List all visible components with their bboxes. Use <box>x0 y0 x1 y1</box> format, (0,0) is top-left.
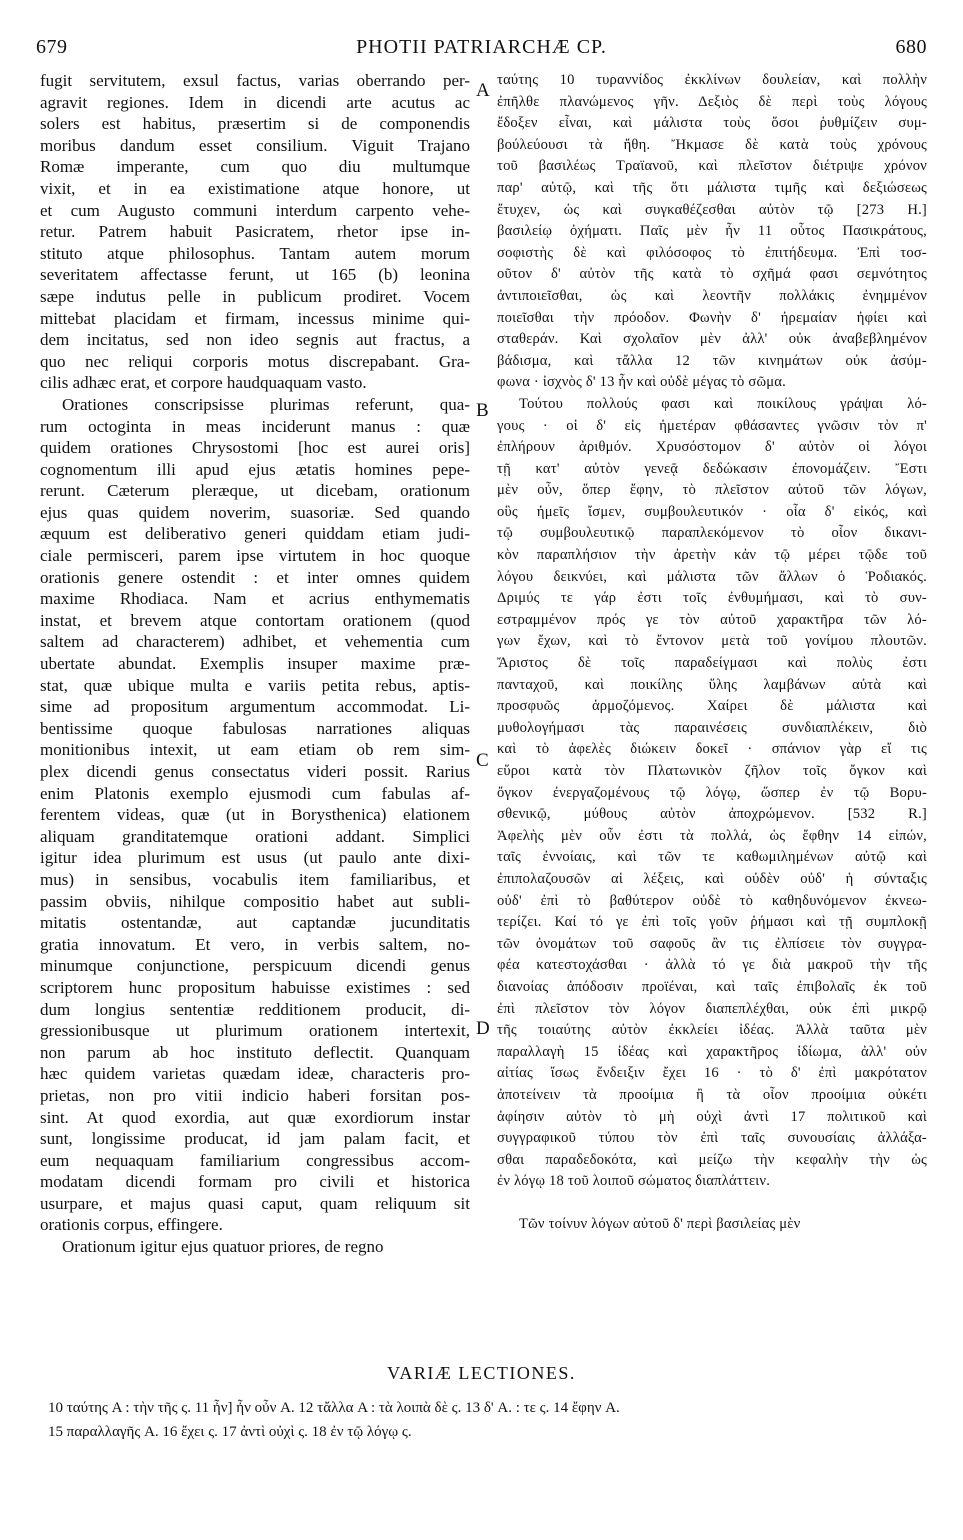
text-line: εστραμμένον πρός γε τὸν αὐτοῦ χαρακτῆρα τῶν λό- <box>497 611 927 628</box>
text-line: cilis adhæc erat, et corpore haudquaquam vasto. <box>40 373 367 393</box>
text-line <box>497 1193 927 1215</box>
text-line: κὸν παραπλήσιον τὴν ἀρετὴν κἀν τῷ μέρει τῷδε τοῦ <box>497 547 927 564</box>
text-line: prietas, non pro vitii indicio haberi forsitan pos- <box>40 1085 470 1105</box>
text-line: σοφιστὴς δὲ καὶ φιλόσοφος τὸ ἐπιτήδευμα. Ἐπὶ τοσ- <box>497 244 927 261</box>
text-line: minumque conjunctione, perspicuum dicendi genus <box>40 956 470 976</box>
text-line: ἀντιποιεῖσθαι, ὡς καὶ λεοντῆν πολλάκις ἐνημμένον <box>497 287 927 304</box>
text-line: mus) in sensibus, vocabulis item familiaribus, et <box>40 869 470 889</box>
text-line: Δριμύς τε γάρ ἐστι τοῖς ἐνθυμήμασι, καὶ τὸ συν- <box>497 590 927 607</box>
text-line: dum longius sententiæ redditionem producit, di- <box>40 999 470 1019</box>
text-line: ciale permisceri, parem ipse virtutem in hoc quoque <box>40 546 470 566</box>
text-line: sæpe indutus pelle in publicum prodiret. Vocem <box>40 286 470 306</box>
text-line: Romæ imperante, cum quo diu multumque <box>40 157 470 177</box>
text-line: modatam dicendi formam pro civili et historica <box>40 1172 470 1192</box>
text-line: Ἀφελὴς μὲν οὖν ἐστι τὰ πολλά, ὡς ἔφθην 14 εἰπών, <box>497 827 927 844</box>
text-line: severitatem affectasse ferunt, ut 165 (b) leonina <box>40 265 470 285</box>
text-line: solers est habitus, præsertim si de componendis <box>40 114 470 134</box>
text-line: stat, quæ ubique multa e variis petita rebus, aptis- <box>40 675 470 695</box>
text-line: monitionibus intexit, ut eam etiam ob rem sim- <box>40 740 470 760</box>
text-line: orationis genere ostendit : et inter omnes quidem <box>40 567 470 587</box>
text-line: ferentem videas, quæ (ut in Borysthenica) elationem <box>40 805 470 825</box>
greek-column <box>497 70 927 1236</box>
text-line: οὐδ' ἐπὶ τὸ βαθύτερον οὐδὲ τὸ καθηδυνόμενον ἐκνεω- <box>497 892 927 909</box>
text-line: φωνα · ἰσχνὸς δ' 13 ἦν καὶ οὐδὲ μέγας τὸ σῶμα. <box>497 374 786 391</box>
text-line: sunt, longissime producat, id jam palam facit, et <box>40 1129 470 1149</box>
text-line: διανοίας ἀπόδοσιν προϊέναι, καὶ ταῖς ἐπιβολαῖς ἐκ τοῦ <box>497 978 927 995</box>
text-line: βούλεύουσι τὰ ἤθη. Ἤκμασε δὲ κατὰ τοὺς χρόνους <box>497 136 927 153</box>
text-line: τῆς τοιαύτης αὐτὸν ἐκκλείει ἰδέας. Ἀλλὰ ταῦτα μὲν <box>497 1022 927 1039</box>
text-line: aliquam granditatemque orationi addant. Simplici <box>40 826 470 846</box>
text-line: τερίζει. Καί τό γε ἐπὶ τοῖς γοῦν ῥήμασι καὶ τῇ συμπλοκῇ <box>497 914 927 931</box>
text-line: ἀποτείνειν τὰ προοίμια ἢ τὰ οἷον προοίμια οὐκέτι <box>497 1086 927 1103</box>
text-line: gratia innovatum. Et vero, in verbis saltem, no- <box>40 934 470 954</box>
page-header <box>36 36 927 64</box>
text-line: ἐπιπολαζουσῶν αἱ λέξεις, καὶ οὐδὲν οὐδ' ἡ σύνταξις <box>497 870 927 887</box>
text-line: προσφυῶς ἁρμοζόμενος. Χαίρει δὲ μάλιστα καὶ <box>497 698 927 715</box>
text-line: mittebat placidam et firmam, incessus minime qui- <box>40 308 470 328</box>
text-line: παρ' αὐτῷ, καὶ τῆς ὅτι μάλιστα τιμῆς καὶ δεξιώσεως <box>497 179 927 196</box>
text-line: fugit servitutem, exsul factus, varias oberrando per- <box>40 71 470 90</box>
text-line: usurpare, et majus quasi caput, quam reliquum sit <box>40 1193 470 1213</box>
text-line: sint. At quod exordia, aut quæ exordiorum instar <box>40 1107 470 1127</box>
text-line: τῷ συμβουλευτικῷ παραπλεκόμενον τὸ οἷον δικανι- <box>497 525 927 542</box>
text-line: orationis corpus, effingere. <box>40 1215 223 1235</box>
text-line: dem incitatus, sed non ideo segnis aut fractus, a <box>40 330 470 350</box>
text-line: βασιλείῳ ὀχήματι. Παῖς μὲν ἦν 11 οὗτος Πασικράτους, <box>497 223 927 240</box>
text-line: ταῖς ἐννοίαις, καὶ τῶν τε καθωμιλημένων αὐτῷ καὶ <box>497 849 927 866</box>
page-number-left: 679 <box>36 36 68 58</box>
text-line: παραλλαγὴ 15 ἰδέας καὶ χαρακτῆρος ἰδίωμα, ἀλλ' οὐν <box>497 1043 927 1060</box>
text-line: σταθεράν. Καὶ σχολαῖον μὲν ἀλλ' οὐκ ἀναβεβλημένον <box>497 331 927 348</box>
text-line: Τῶν τοίνυν λόγων αὐτοῦ δ' περὶ βασιλείας μὲν <box>519 1216 801 1233</box>
text-line: enim Platonis exemplo ejusmodi cum fabulas af- <box>40 783 470 803</box>
text-line: ἔδοξεν εἶναι, καὶ μάλιστα τοὺς ὅσοι ῥυθμίζειν συμ- <box>497 115 927 132</box>
text-line: ἐπῆλθε πλανώμενος γῆν. Δεξιὸς δὲ περὶ τοὺς λόγους <box>497 93 927 110</box>
text-line: οὓς ἡμεῖς ἴσμεν, συμβουλευτικόν · οἷα δ' εἰκός, καὶ <box>497 503 927 520</box>
text-line: σθενικῷ, μύθους αὐτὸν ἀποχρώμενον. [532 R.] <box>497 806 927 823</box>
text-line: ποιεῖσθαι τὴν πρόοδον. Φωνὴν δ' ἠρεμαίαν ἠφίει καὶ <box>497 309 927 326</box>
text-line: συγγραφικοῦ τύπου τὸν ἐπὶ ταῖς συνουσίαις ἀλλάξα- <box>497 1130 927 1147</box>
text-line: retur. Patrem habuit Pasicratem, rhetor ipse in- <box>40 222 470 242</box>
text-line: et cum Augusto communi interdum carpento vehe- <box>40 200 470 220</box>
text-line: eum nequaquam familiarium congressibus accom- <box>40 1150 470 1170</box>
text-line: vixit, et in ea existimatione atque honore, ut <box>40 178 470 198</box>
text-line: igitur idea plurimum est usus (ut paulo ante dixi- <box>40 848 470 868</box>
text-line: sime ad propositum argumentum accommodat. Li- <box>40 697 470 717</box>
text-line: τῇ κατ' αὐτὸν γενεᾷ δεδώκασιν ἐπονομάζειν. Ἔστι <box>497 460 927 477</box>
text-line: τῶν ὀνομάτων τοῦ σαφοῦς ἂν τις ἐλπίσειε τὸν συγγρα- <box>497 935 927 952</box>
text-line: rum octoginta in meas inciderunt manus : quæ <box>40 416 470 436</box>
text-line: hæc quidem varietas quædam ideæ, characteris pro- <box>40 1064 470 1084</box>
text-line: καὶ τὸ ἀφελὲς διώκειν δοκεῖ · σπάνιον γὰρ εἴ τις <box>497 741 927 758</box>
text-line: bentissime quoque fabulosas narrationes aliquas <box>40 718 470 738</box>
text-line: ἐπὶ πλεῖστον τὸν λόγον διαπεπλέχθαι, οὐκ ἐπὶ μικρῷ <box>497 1000 927 1017</box>
text-line: cognomentum illi apud ejus ætatis homines pepe- <box>40 459 470 479</box>
margin-letter-d: D <box>476 1018 490 1039</box>
text-line: αἰτίας ἴσως ἔνδειξιν ἔχει 16 · τὸ δ' ἐπὶ μακρότατον <box>497 1065 927 1082</box>
text-line: æquum est deliberativo generi quiddam etiam judi- <box>40 524 470 544</box>
text-line: agravit regiones. Idem in dicendi arte acutus ac <box>40 92 470 112</box>
text-line: gressionibusque ut plurimum orationem intertexit, <box>40 1021 470 1041</box>
text-line: πανταχοῦ, καὶ ποικίλης ὕλης λαμβάνων αὐτὰ καὶ <box>497 676 927 693</box>
variae-lectiones-line-1: 10 ταύτης A : τὴν τῆς ς. 11 ἦν] ἦν οὖν A. 12 τἄλλα A : τὰ λοιπὰ δὲ ς. 13 δ' A. : τε ς. 14 ἔφην A. <box>48 1400 620 1416</box>
text-line: μὲν οὖν, ὅπερ ἔφην, τὸ πλεῖστον αὐτοῦ τῶν λόγων, <box>497 482 927 499</box>
latin-column <box>40 70 470 1258</box>
text-line: ὄγκον ἐνεργαζομένους τῷ λόγῳ, ὥσπερ ἐν τῷ Βορυ- <box>497 784 927 801</box>
text-line: λόγου δεικνύει, καὶ μάλιστα τῶν ἄλλων ὁ Ῥοδιακός. <box>497 568 927 585</box>
text-line: Ἄριστος δὲ τοῖς παραδείγμασι καὶ πολὺς ἐστι <box>497 655 927 672</box>
text-line: ἐπλήρουν ἀριθμόν. Χρυσόστομον δ' αὐτὸν οἱ λόγοι <box>497 439 927 456</box>
text-line: ejus quas quidem noverim, suasoriæ. Sed quando <box>40 502 470 522</box>
text-line: scriptorem hunc propositum habuisse existimes : sed <box>40 977 470 997</box>
text-line: τοῦ βασιλέως Τραϊανοῦ, καὶ πλεῖστον διέτριψε χρόνον <box>497 158 927 175</box>
text-line: φέα κατεστοχάσθαι · ἀλλὰ τό γε διὰ μακροῦ τὴν τῆς <box>497 957 927 974</box>
text-line: stituto atque philosophus. Tantam autem morum <box>40 243 470 263</box>
running-title: PHOTII PATRIARCHÆ CP. <box>356 36 607 58</box>
text-line: instat, et brevem atque contortam orationem (quod <box>40 610 470 630</box>
text-line: Orationes conscripsisse plurimas referunt, qua- <box>62 394 470 414</box>
page-number-right: 680 <box>895 36 927 58</box>
text-line: εὕροι κατὰ τὸν Πλατωνικὸν ζῆλον τοῖς ὄγκον καὶ <box>497 763 927 779</box>
text-line: rerunt. Cæterum pleræque, ut dicebam, orationum <box>40 481 470 501</box>
text-line: mitatis ostentandæ, aut captandæ jucunditatis <box>40 913 470 933</box>
text-line: Orationum igitur ejus quatuor priores, de regno <box>62 1237 384 1257</box>
text-line: quidem orationes Chrysostomi [hoc est aurei oris] <box>40 438 470 458</box>
text-line: γων ἔχων, καὶ τὸ ἔντονον μετὰ τοῦ γονίμου πλουτῶν. <box>497 633 927 650</box>
text-line: non parum ab hoc instituto deflectit. Quanquam <box>40 1042 470 1062</box>
text-line: quo nec reliqui corporis motus discrepabant. Gra- <box>40 351 470 371</box>
text-line: maxime Rhodiaca. Nam et acrius enthymematis <box>40 589 470 609</box>
margin-letter-a: A <box>476 80 490 101</box>
margin-letter-c: C <box>476 750 489 771</box>
text-line: ubertate abundat. Exemplis insuper maxime præ- <box>40 654 470 674</box>
text-line: μυθολογήμασι τὰς παραινέσεις συνδιαπλέκειν, διὸ <box>497 719 927 736</box>
text-line: οῦτον δ' αὐτὸν τῆς κατὰ τὸ σχῆμά φασι σεμνότητος <box>497 266 927 283</box>
text-line: moribus dandum esset consilium. Viguit Trajano <box>40 135 470 155</box>
text-line: σθαι παραδεδοκότα, καὶ μείζω τὴν κεφαλὴν τὴν ὡς <box>497 1151 927 1168</box>
text-line: γους · οἱ δ' εἰς ἡμετέραν φθάσαντες γνῶσιν τὸν π' <box>497 417 927 434</box>
text-line: βάδισμα, καὶ τἄλλα 12 τῶν κινημάτων οὐκ ἀσύμ- <box>497 352 927 369</box>
variae-lectiones-line-2: 15 παραλλαγῆς A. 16 ἔχει ς. 17 ἀντὶ οὐχὶ ς. 18 ἐν τῷ λόγῳ ς. <box>48 1424 412 1440</box>
variae-lectiones-title: VARIÆ LECTIONES. <box>387 1363 576 1383</box>
text-line: plex dicendi genus consectatus videri possit. Rarius <box>40 762 470 781</box>
text-line: ἀφίησιν αὐτὸν τὸ μὴ οὐχὶ ἀντὶ 17 πολιτικοῦ καὶ <box>497 1108 927 1125</box>
text-line: Τούτου πολλούς φασι καὶ ποικίλους γράψαι λό- <box>519 395 927 412</box>
text-line: saltem ad characterem) adhibet, et vehementia cum <box>40 632 470 652</box>
text-line: ταύτης 10 τυραννίδος ἐκκλίνων δουλείαν, καὶ πολλὴν <box>497 72 927 88</box>
text-line: ἐν λόγῳ 18 τοῦ λοιποῦ σώματος διαπλάττειν. <box>497 1173 771 1190</box>
text-line: passim obviis, nihilque compositio habet aut subli- <box>40 891 470 911</box>
text-line: ἔτυχεν, ὡς καὶ συγκαθέζεσθαι αὐτὸν τῷ [273 H.] <box>497 201 927 218</box>
margin-letter-b: B <box>476 400 489 421</box>
